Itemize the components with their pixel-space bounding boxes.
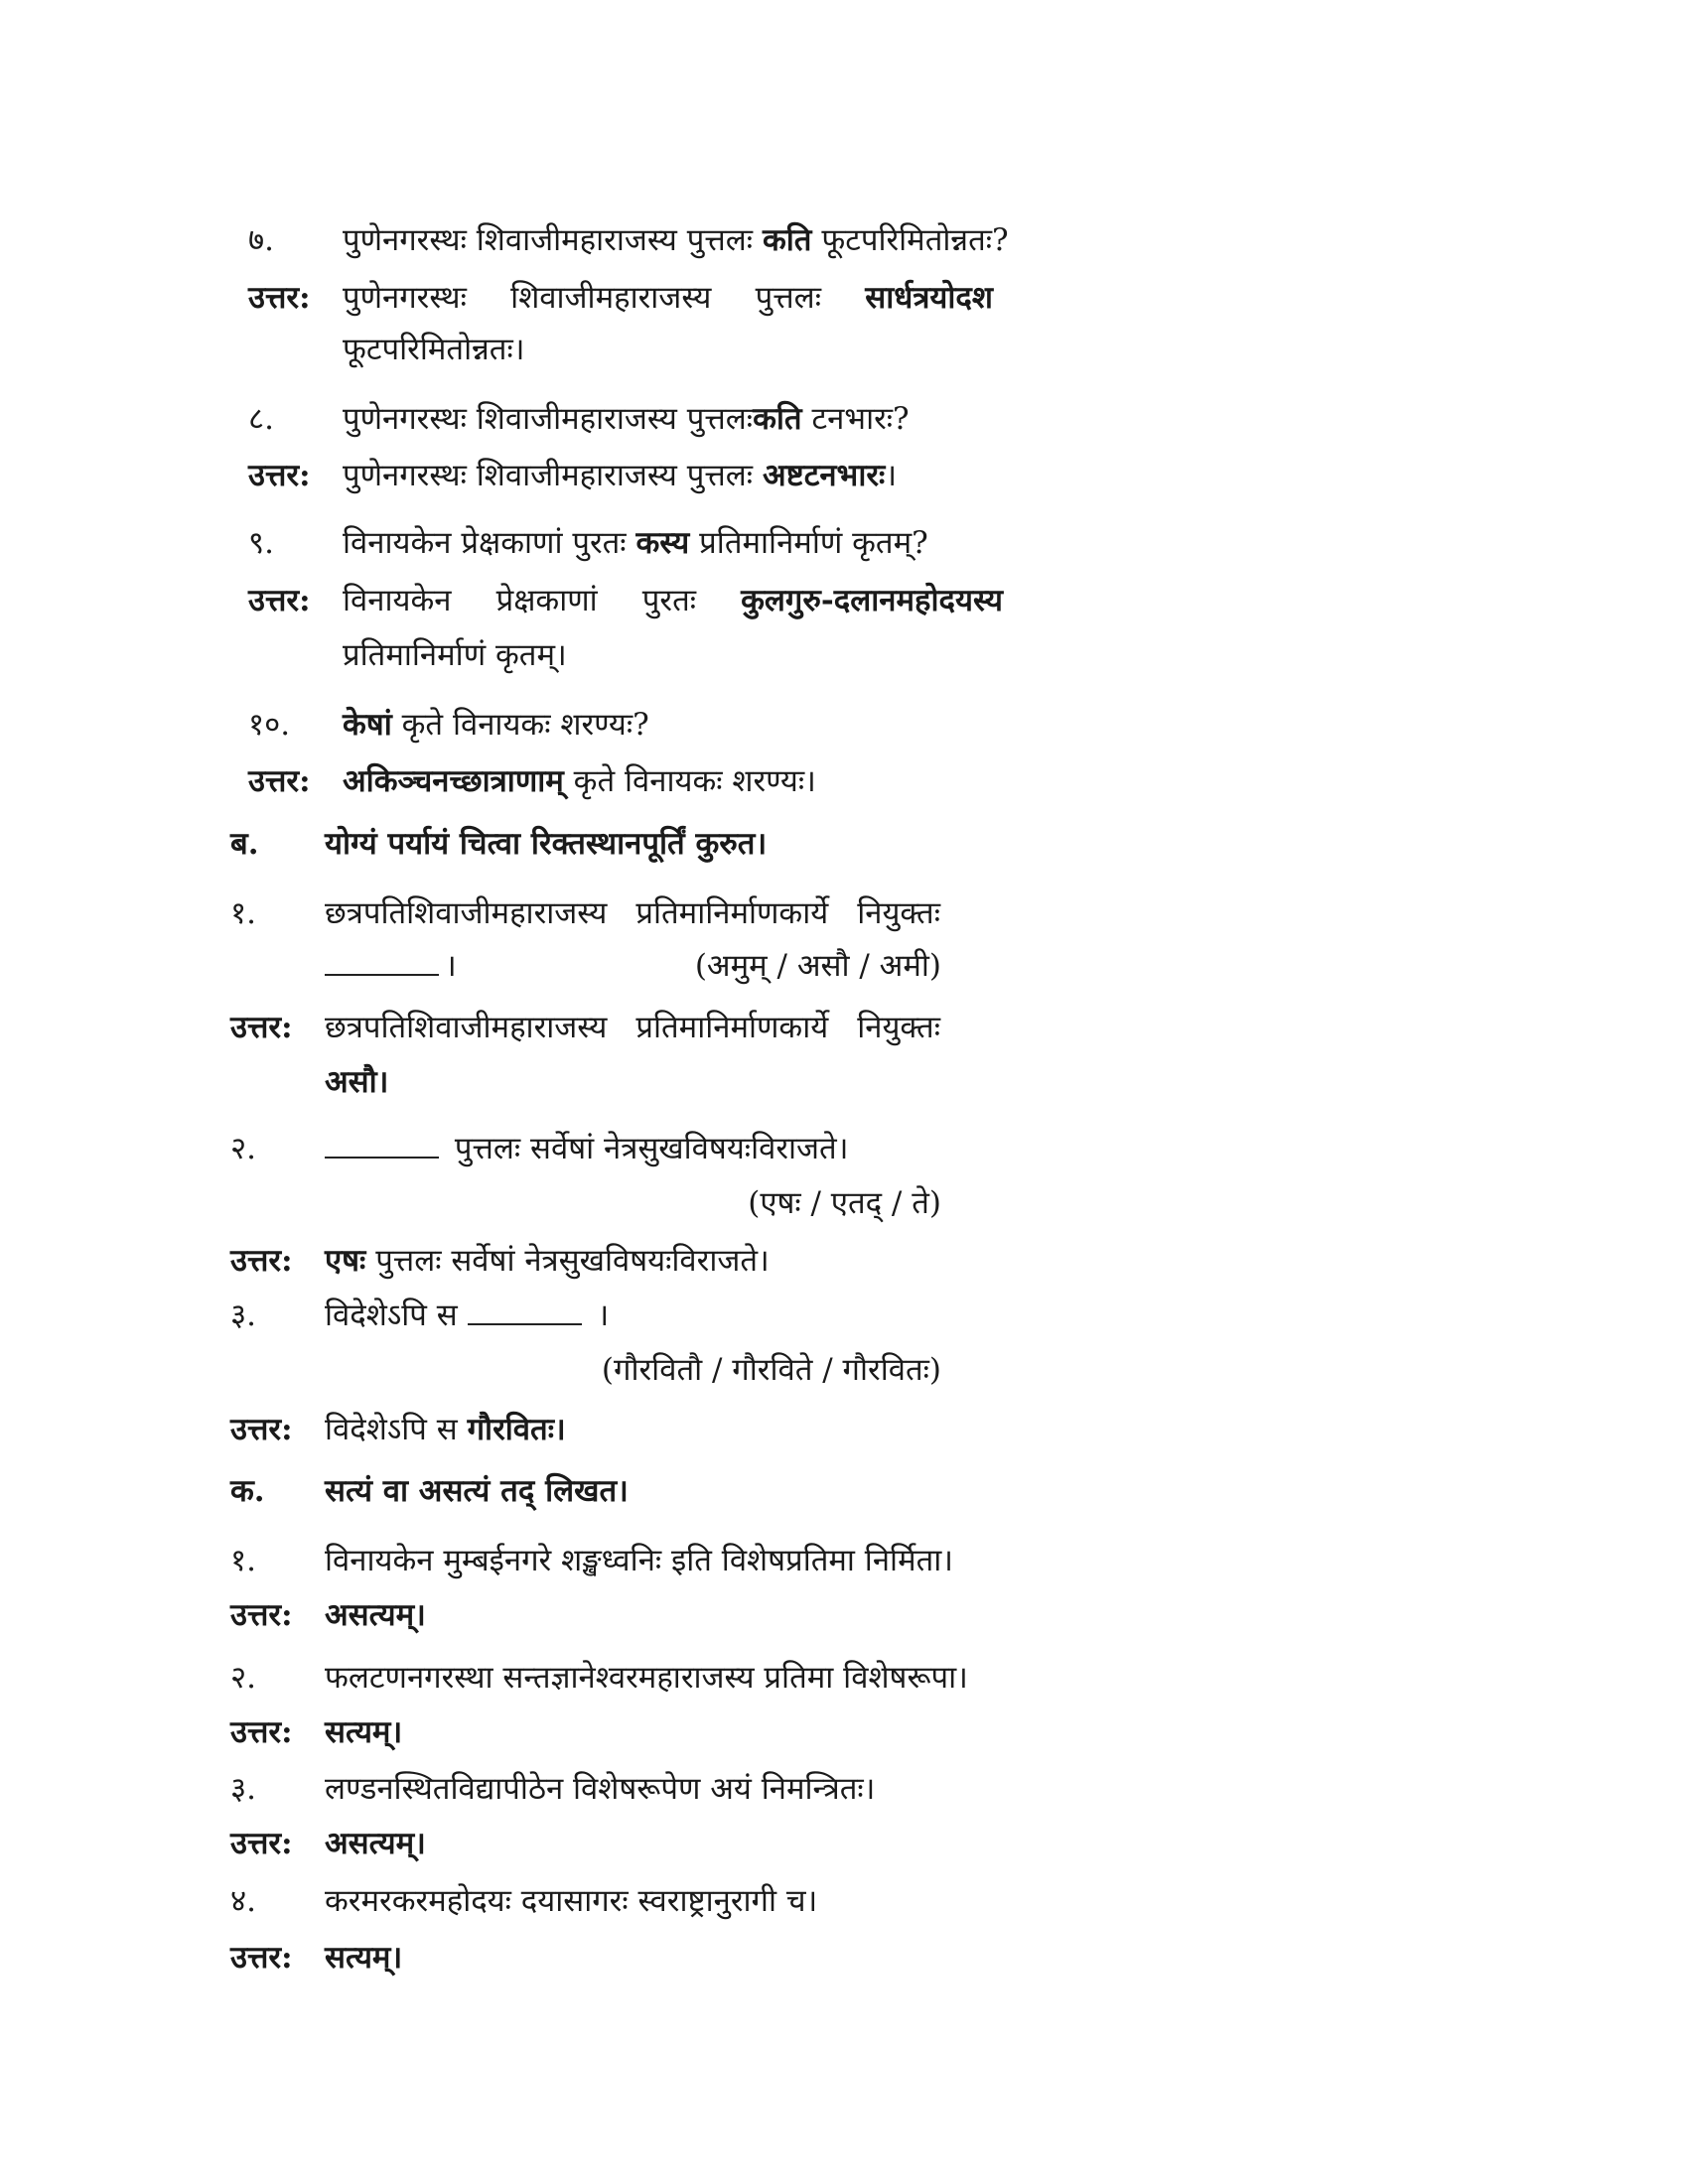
answer-text: असत्यम्। bbox=[325, 1826, 426, 1861]
blank-line bbox=[325, 970, 439, 976]
answer-text: असत्यम्। bbox=[325, 1597, 426, 1633]
answer-label: उत्तर: bbox=[248, 583, 311, 618]
question-text: केषां कृते विनायकः शरण्यः? bbox=[343, 707, 649, 743]
question-number: १. bbox=[230, 895, 256, 931]
true-false-2-answer bbox=[230, 1706, 402, 1759]
question-number: ३. bbox=[230, 1771, 256, 1807]
question-keyword: केषां bbox=[343, 707, 392, 743]
question-number: ४. bbox=[230, 1883, 256, 1919]
question-text: छत्रपतिशिवाजीमहाराजस्य प्रतिमानिर्माणकार्ये नियुक्तः bbox=[325, 895, 940, 931]
question-7 bbox=[248, 213, 1009, 267]
answer-label: उत्तर: bbox=[248, 763, 311, 799]
question-text: करमरकरमहोदयः दयासागरः स्वराष्ट्रानुरागी च। bbox=[325, 1883, 818, 1919]
question-number: ७. bbox=[248, 222, 274, 258]
answer-9-continued: प्रतिमानिर्माणं कृतम्। bbox=[343, 637, 567, 673]
question-number: ९. bbox=[248, 525, 274, 561]
question-text: विदेशेऽपि स । bbox=[325, 1297, 610, 1333]
section-b-heading bbox=[230, 817, 767, 871]
answer-8 bbox=[248, 449, 897, 502]
fill-blank-1-answer bbox=[230, 1001, 940, 1054]
question-number: १०. bbox=[248, 707, 291, 743]
answer-label: उत्तर: bbox=[230, 1714, 293, 1750]
fill-blank-1 bbox=[230, 887, 940, 940]
answer-label: उत्तर: bbox=[230, 1010, 293, 1045]
question-keyword: कस्य bbox=[635, 525, 690, 561]
fill-blank-2-answer bbox=[230, 1234, 770, 1288]
blank-line bbox=[468, 1319, 582, 1325]
question-8 bbox=[248, 392, 910, 446]
section-title: सत्यं वा असत्यं तद् लिखत। bbox=[325, 1473, 629, 1509]
answer-7 bbox=[248, 271, 993, 325]
answer-10 bbox=[248, 754, 816, 808]
question-keyword: कति bbox=[753, 401, 802, 437]
fill-blank-1-answer-line2: असौ। bbox=[325, 1064, 389, 1100]
answer-text: सत्यम्। bbox=[325, 1940, 403, 1976]
true-false-1-answer bbox=[230, 1588, 426, 1642]
fill-blank-1-line2: । bbox=[325, 939, 457, 993]
question-9 bbox=[248, 516, 928, 570]
options: (एषः / एतद् / ते) bbox=[748, 1185, 941, 1221]
question-text: विनायकेन प्रेक्षकाणां पुरतः कस्य प्रतिमानिर्माणं कृतम्? bbox=[343, 525, 928, 561]
question-number: ८. bbox=[248, 401, 274, 437]
section-label: ब. bbox=[230, 826, 259, 862]
answer-text: सत्यम्। bbox=[325, 1714, 403, 1750]
section-k-heading bbox=[230, 1464, 629, 1518]
question-number: १. bbox=[230, 1543, 256, 1578]
fill-blank-3-answer bbox=[230, 1403, 566, 1456]
answer-text: पुणेनगरस्थः शिवाजीमहाराजस्य पुत्तलः सार्धत्रयोदश bbox=[343, 280, 993, 316]
question-number: २. bbox=[230, 1131, 256, 1166]
answer-label: उत्तर: bbox=[230, 1412, 293, 1447]
answer-7-continued: फूटपरिमितोन्नतः। bbox=[343, 332, 525, 367]
answer-label: उत्तर: bbox=[230, 1940, 293, 1976]
fill-blank-3 bbox=[230, 1289, 609, 1342]
answer-text: छत्रपतिशिवाजीमहाराजस्य प्रतिमानिर्माणकार्ये नियुक्तः bbox=[325, 1010, 940, 1045]
true-false-2 bbox=[230, 1651, 968, 1705]
answer-9 bbox=[248, 574, 1003, 627]
answer-text: अकिञ्चनच्छात्राणाम् कृते विनायकः शरण्यः। bbox=[343, 763, 816, 799]
answer-label: उत्तर: bbox=[230, 1243, 293, 1279]
section-label: क. bbox=[230, 1473, 265, 1509]
question-text: पुणेनगरस्थः शिवाजीमहाराजस्य पुत्तलः कति फूटपरिमितोन्नतः? bbox=[343, 222, 1009, 258]
answer-text: विदेशेऽपि स गौरवितः। bbox=[325, 1412, 566, 1447]
question-number: ३. bbox=[230, 1297, 256, 1333]
question-10 bbox=[248, 698, 649, 751]
answer-label: उत्तर: bbox=[248, 280, 311, 316]
question-number: २. bbox=[230, 1660, 256, 1696]
options: (अमुम् / असौ / अमी) bbox=[694, 948, 941, 984]
question-keyword: कति bbox=[762, 222, 812, 258]
question-text: लण्डनस्थितविद्यापीठेन विशेषरूपेण अयं निमन्त्रितः। bbox=[325, 1771, 876, 1807]
answer-label: उत्तर: bbox=[230, 1826, 293, 1861]
fill-blank-2 bbox=[230, 1122, 848, 1175]
question-text: फलटणनगरस्था सन्तज्ञानेश्वरमहाराजस्य प्रतिमा विशेषरूपा। bbox=[325, 1660, 968, 1696]
true-false-4 bbox=[230, 1874, 817, 1928]
answer-text: विनायकेन प्रेक्षकाणां पुरतः कुलगुरु-दलानमहोदयस्य bbox=[343, 583, 1003, 618]
question-text: पुत्तलः सर्वेषां नेत्रसुखविषयःविराजते। bbox=[325, 1122, 848, 1175]
answer-text: एषः पुत्तलः सर्वेषां नेत्रसुखविषयःविराजते। bbox=[325, 1243, 770, 1279]
true-false-3 bbox=[230, 1762, 875, 1816]
question-text: विनायकेन मुम्बईनगरे शङ्खध्वनिः इति विशेषप्रतिमा निर्मिता। bbox=[325, 1543, 954, 1578]
options: (गौरवितौ / गौरविते / गौरवितः) bbox=[601, 1352, 941, 1388]
true-false-1 bbox=[230, 1534, 953, 1587]
blank-line bbox=[325, 1153, 439, 1159]
answer-text: पुणेनगरस्थः शिवाजीमहाराजस्य पुत्तलः अष्टटनभारः। bbox=[343, 458, 898, 493]
section-title: योग्यं पर्यायं चित्वा रिक्तस्थानपूर्तिं कुरुत। bbox=[325, 826, 768, 862]
question-text: पुणेनगरस्थः शिवाजीमहाराजस्य पुत्तलःकति टनभारः? bbox=[343, 401, 910, 437]
true-false-4-answer bbox=[230, 1931, 402, 1984]
true-false-3-answer bbox=[230, 1817, 426, 1870]
answer-label: उत्तर: bbox=[230, 1597, 293, 1633]
answer-label: उत्तर: bbox=[248, 458, 311, 493]
